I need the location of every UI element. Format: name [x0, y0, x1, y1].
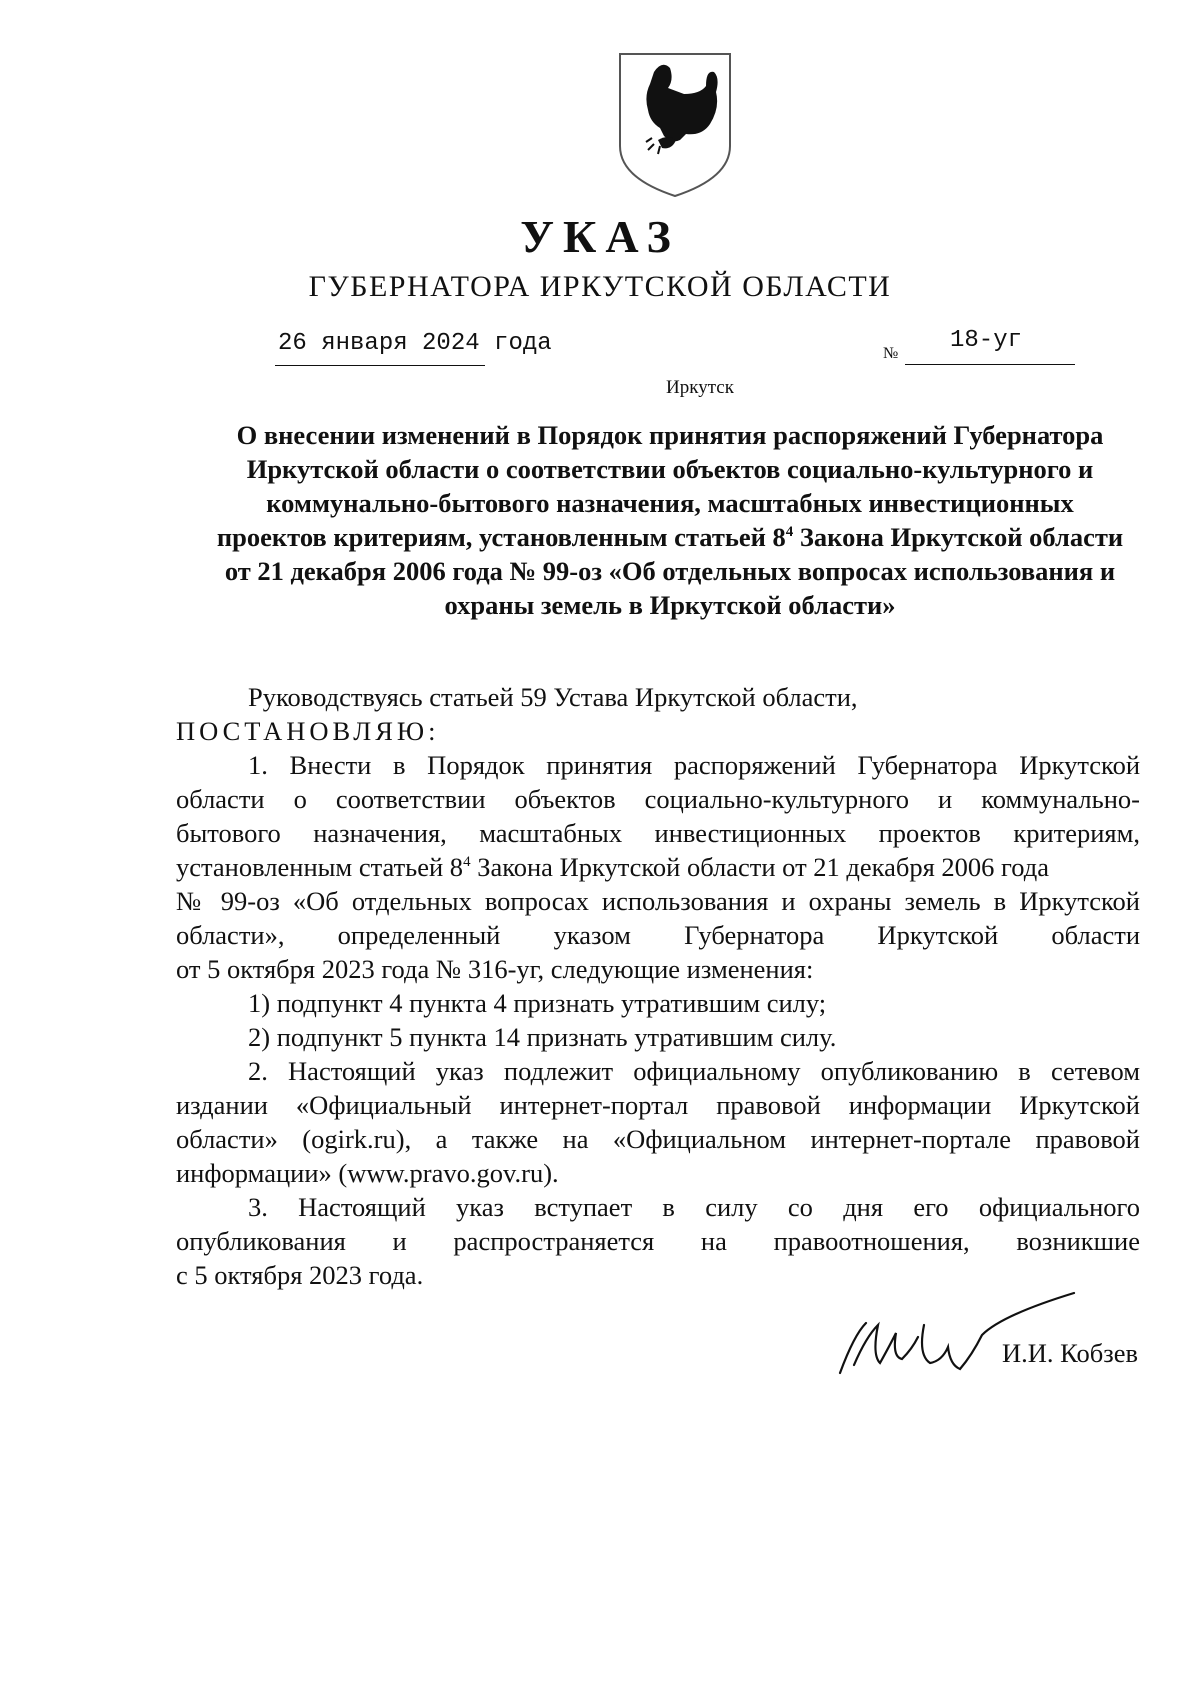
heading-line: Иркутской области о соответствии объектов социально-культурного и [246, 454, 1094, 484]
decree-body [176, 680, 1140, 1292]
decree-date: 26 января 2024 года [278, 330, 552, 357]
article-superscript: 4 [463, 854, 471, 871]
heading-line: проектов критериям, установленным статьей $8^4$ Закона Иркутской области [216, 522, 1124, 552]
heading-line: О внесении изменений в Порядок принятия распоряжений Губернатора [236, 420, 1104, 450]
subitem-1: 1) подпункт 4 пункта 4 признать утратившим силу; [248, 988, 827, 1018]
heading-line: от 21 декабря 2006 года № 99-оз «Об отдельных вопросах использования и [224, 556, 1116, 586]
heading-line: охраны земель в Иркутской области» [444, 590, 896, 620]
decree-heading [180, 418, 1160, 622]
decree-city: Иркутск [666, 377, 734, 398]
item-2: 2. Настоящий указ подлежит официальному опубликованию в сетевом издании «Официальный интернет-портал правовой информации Иркутской области» (ogirk.ru), а также на «Официальном интернет-портале правовой информации» (www.pravo.gov.ru). [176, 1056, 1140, 1188]
document-title: УКАЗ [520, 211, 680, 262]
item-3: 3. Настоящий указ вступает в силу со дня его официального опубликования и распространяется на правоотношения, возникшие с 5 октября 2023 года. [176, 1192, 1140, 1290]
decree-word: ПОСТАНОВЛЯЮ: [176, 716, 440, 746]
subitem-2: 2) подпункт 5 пункта 14 признать утратившим силу. [248, 1022, 837, 1052]
number-label: № [883, 345, 899, 362]
article-superscript: 4 [785, 524, 794, 541]
decree-number: 18-уг [950, 327, 1023, 354]
date-underline [275, 365, 485, 366]
item-1: 1. Внести в Порядок принятия распоряжений Губернатора Иркутской области о соответствии объектов социально-культурного и коммунально- бытового назначения, масштабных инвестиционных проектов критериям, установленным статьей $8^4$ Закона Иркутской области от 21 декабря 2006 года № 99-оз «Об отдельных вопросах использования и охраны земель в Иркутской области», определенный указом Губернатора Иркутской области от 5 октября 2023 года № 316-уг, следующие изменения: [176, 750, 1140, 984]
coat-of-arms-icon [614, 50, 736, 198]
number-underline [905, 364, 1075, 365]
document-subtitle: ГУБЕРНАТОРА ИРКУТСКОЙ ОБЛАСТИ [308, 270, 892, 303]
signer-name: И.И. Кобзев [1002, 1338, 1138, 1368]
heading-line: коммунально-бытового назначения, масштабных инвестиционных [266, 488, 1074, 518]
intro-paragraph: Руководствуясь статьей 59 Устава Иркутской области, [248, 682, 858, 712]
